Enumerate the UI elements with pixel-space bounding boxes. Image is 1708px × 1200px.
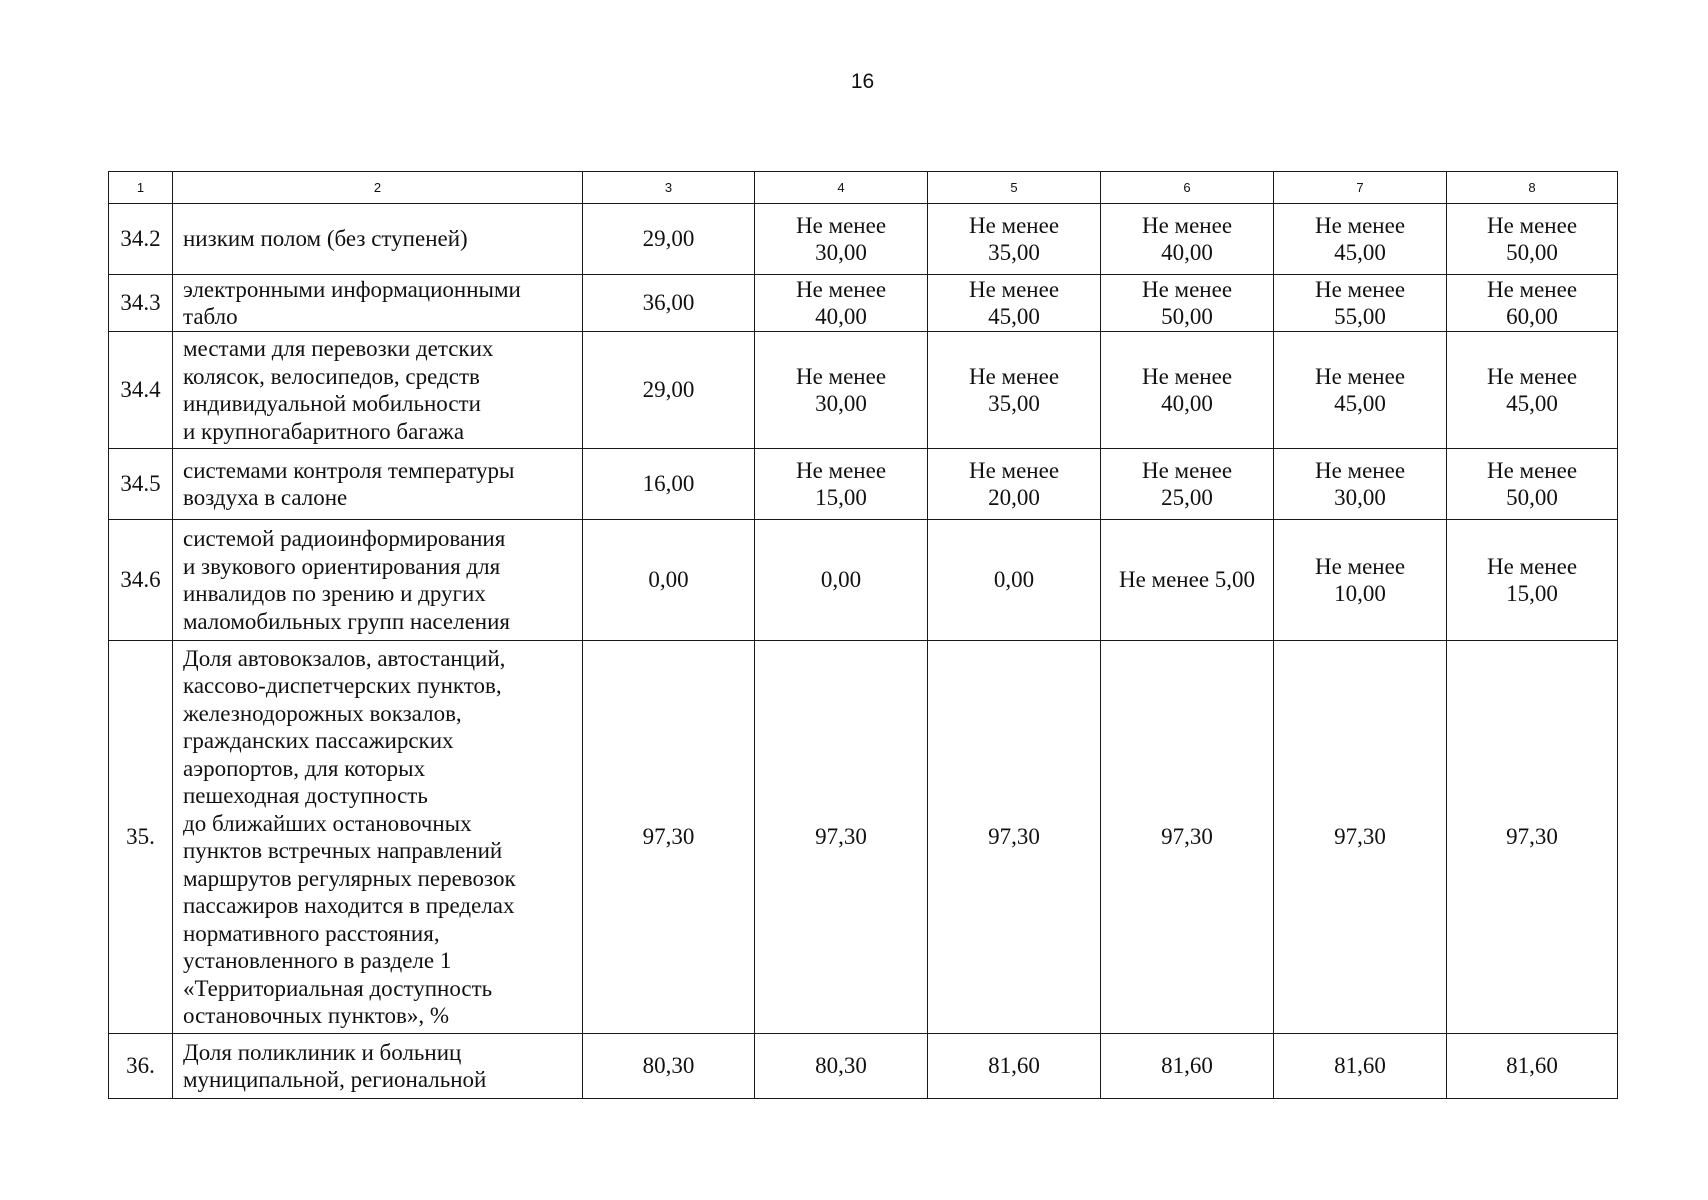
value-cell: Не менее 55,00 [1274,275,1447,332]
row-description: системами контроля температуры воздуха в салоне [173,449,583,520]
table-row [109,641,1618,1034]
row-number: 34.3 [109,275,173,332]
table-row [109,520,1618,641]
value-cell: Не менее 15,00 [1447,520,1618,641]
row-number: 35. [109,641,173,1034]
table-row [109,275,1618,332]
page-number: 16 [850,70,875,93]
value-cell: 81,60 [928,1034,1101,1099]
value-cell: Не менее 50,00 [1447,204,1618,275]
row-number: 34.2 [109,204,173,275]
value-cell: Не менее 35,00 [928,204,1101,275]
value-cell: 97,30 [583,641,755,1034]
value-cell: Не менее 45,00 [1447,332,1618,449]
table-row [109,332,1618,449]
header-cell: 3 [583,172,755,204]
value-cell: Не менее 5,00 [1101,520,1274,641]
value-cell: Не менее 45,00 [1274,204,1447,275]
table-row [109,1034,1618,1099]
row-number: 34.5 [109,449,173,520]
value-cell: 80,30 [755,1034,928,1099]
value-cell: 97,30 [928,641,1101,1034]
value-cell: Не менее 45,00 [928,275,1101,332]
value-cell: Не менее 50,00 [1447,449,1618,520]
header-cell: 1 [109,172,173,204]
value-cell: 0,00 [928,520,1101,641]
row-number: 36. [109,1034,173,1099]
row-number: 34.4 [109,332,173,449]
row-number: 34.6 [109,520,173,641]
value-cell: Не менее 40,00 [1101,204,1274,275]
value-cell: Не менее 15,00 [755,449,928,520]
value-cell: 16,00 [583,449,755,520]
value-cell: 29,00 [583,204,755,275]
row-description: системой радиоинформирования и звукового ориентирования для инвалидов по зрению и других маломобильных групп населения [173,520,583,641]
indicator-table [108,171,1618,1099]
header-cell: 6 [1101,172,1274,204]
value-cell: Не менее 25,00 [1101,449,1274,520]
header-cell: 2 [173,172,583,204]
value-cell: 80,30 [583,1034,755,1099]
value-cell: Не менее 40,00 [1101,332,1274,449]
value-cell: 0,00 [755,520,928,641]
value-cell: 36,00 [583,275,755,332]
value-cell: Не менее 30,00 [755,332,928,449]
row-description: Доля автовокзалов, автостанций, кассово-диспетчерских пунктов, железнодорожных вокзалов, гражданских пассажирских аэропортов, для которых пешеходная доступность до ближайших остановочных пунктов встречных направлений маршрутов регулярных перевозок пассажиров находится в пределах нормативного расстояния, установленного в разделе 1 «Территориальная доступность остановочных пунктов», % [173,641,583,1034]
value-cell: 97,30 [755,641,928,1034]
table-row [109,449,1618,520]
value-cell: Не менее 10,00 [1274,520,1447,641]
row-description: местами для перевозки детских колясок, велосипедов, средств индивидуальной мобильности и крупногабаритного багажа [173,332,583,449]
header-cell: 8 [1447,172,1618,204]
value-cell: Не менее 30,00 [1274,449,1447,520]
value-cell: Не менее 40,00 [755,275,928,332]
value-cell: 97,30 [1274,641,1447,1034]
value-cell: 81,60 [1101,1034,1274,1099]
table-header-row [109,172,1618,204]
row-description: низким полом (без ступеней) [173,204,583,275]
value-cell: Не менее 60,00 [1447,275,1618,332]
row-description: электронными информационными табло [173,275,583,332]
value-cell: 0,00 [583,520,755,641]
value-cell: 97,30 [1447,641,1618,1034]
value-cell: 81,60 [1274,1034,1447,1099]
header-cell: 5 [928,172,1101,204]
value-cell: Не менее 35,00 [928,332,1101,449]
value-cell: Не менее 20,00 [928,449,1101,520]
value-cell: 81,60 [1447,1034,1618,1099]
value-cell: Не менее 50,00 [1101,275,1274,332]
header-cell: 4 [755,172,928,204]
value-cell: 29,00 [583,332,755,449]
value-cell: Не менее 30,00 [755,204,928,275]
table-row [109,204,1618,275]
header-cell: 7 [1274,172,1447,204]
value-cell: Не менее 45,00 [1274,332,1447,449]
row-description: Доля поликлиник и больниц муниципальной, региональной [173,1034,583,1099]
value-cell: 97,30 [1101,641,1274,1034]
